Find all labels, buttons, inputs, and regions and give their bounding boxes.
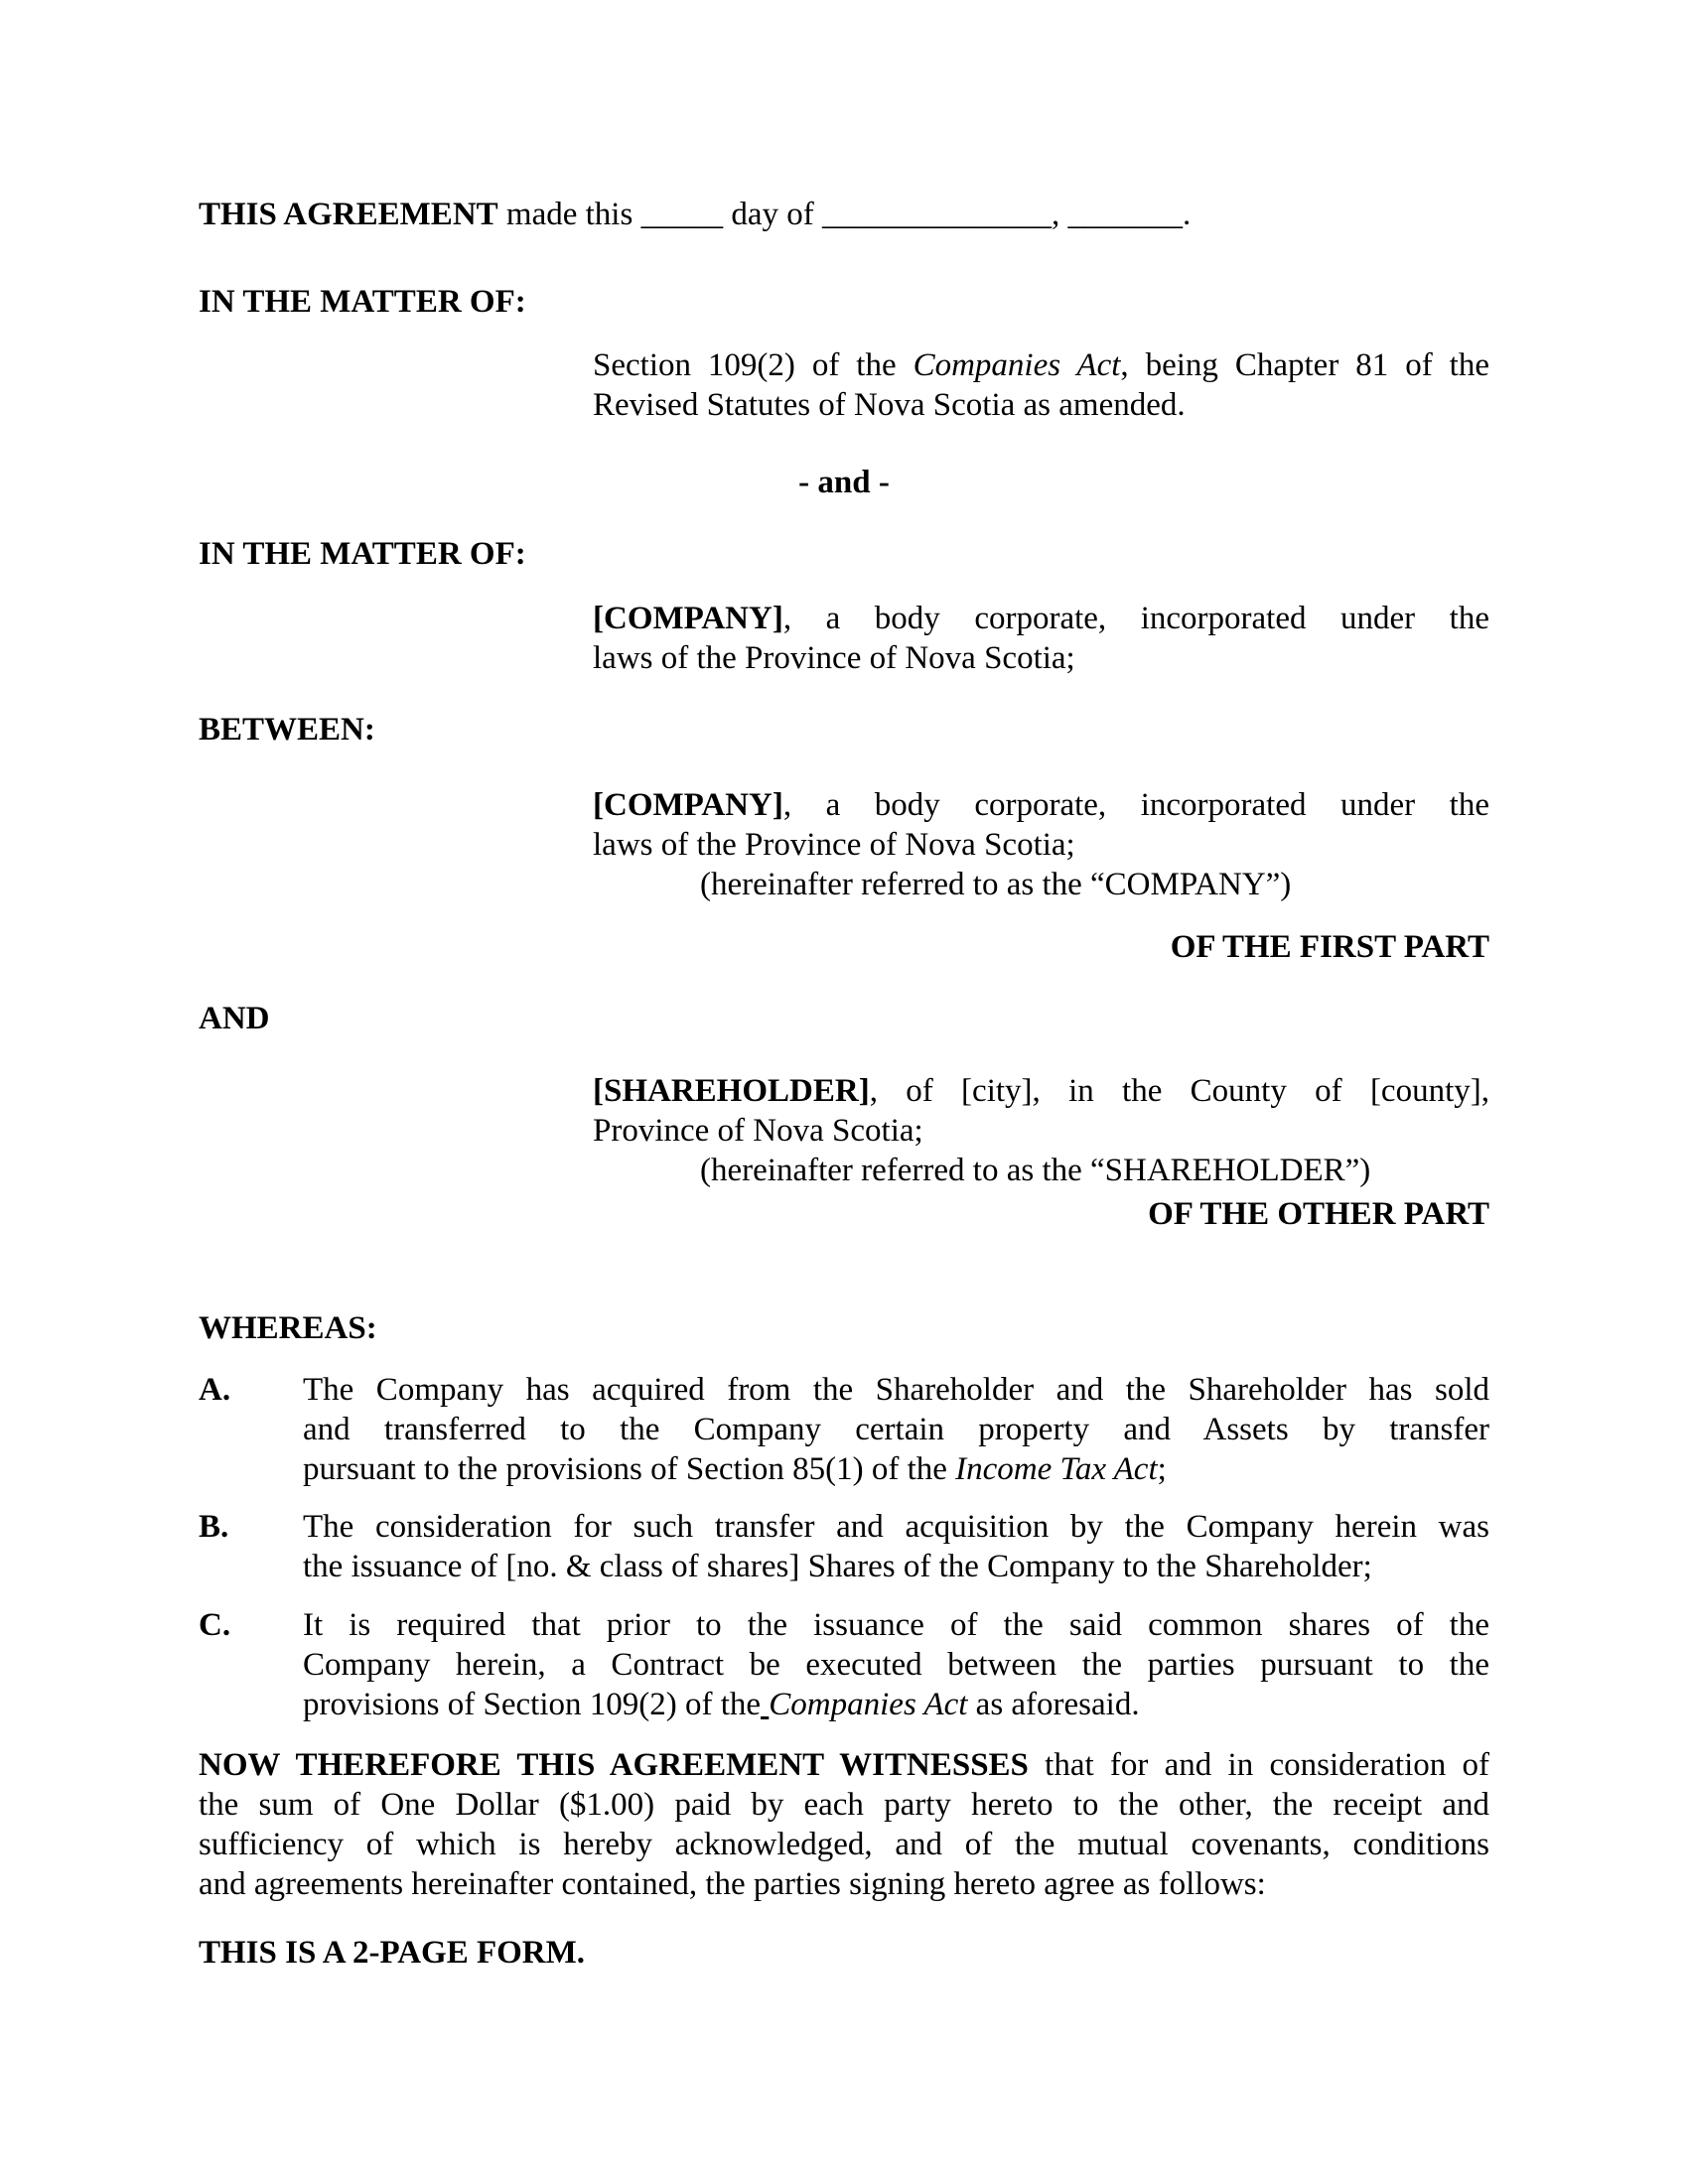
text-line: It is required that prior to the issuance of the said common shares of the — [303, 1607, 1489, 1643]
agreement-title: THIS AGREEMENT — [199, 197, 498, 232]
recital-a-label: A. — [199, 1372, 231, 1408]
two-page-form-note: THIS IS A 2-PAGE FORM. — [199, 1935, 586, 1971]
text-line: NOW THEREFORE THIS AGREEMENT WITNESSES that for and in consideration of — [199, 1747, 1489, 1783]
in-the-matter-heading-2: IN THE MATTER OF: — [199, 536, 526, 572]
recital-c-label: C. — [199, 1607, 231, 1643]
text-line: Company herein, a Contract be executed between the parties pursuant to the — [303, 1647, 1489, 1683]
recital-b-body — [303, 1507, 1489, 1586]
year-blank: _______ — [1067, 197, 1183, 232]
text-line: Revised Statutes of Nova Scotia as amended. — [593, 387, 1186, 423]
date-line-made-this: made this — [497, 197, 641, 232]
date-line-day-of: day of — [723, 197, 822, 232]
date-line-period: . — [1182, 197, 1192, 232]
whereas-heading: WHEREAS: — [199, 1310, 377, 1346]
text-line: the issuance of [no. & class of shares] Shares of the Company to the Shareholder; — [303, 1549, 1372, 1584]
text-line: (hereinafter referred to as the “COMPANY”) — [700, 867, 1292, 902]
text-line: The Company has acquired from the Shareholder and the Shareholder has sold — [303, 1372, 1489, 1408]
text-line: [COMPANY], a body corporate, incorporated under the — [593, 601, 1489, 636]
in-the-matter-heading-1: IN THE MATTER OF: — [199, 284, 526, 320]
text-line: [COMPANY], a body corporate, incorporated under the — [593, 787, 1489, 823]
recital-a — [199, 1370, 1489, 1489]
recital-c-body — [303, 1605, 1489, 1724]
recital-b-label: B. — [199, 1509, 229, 1545]
text-line: (hereinafter referred to as the “SHAREHOLDER”) — [700, 1153, 1371, 1188]
text-line: Section 109(2) of the Companies Act, being Chapter 81 of the — [593, 347, 1489, 383]
day-blank: _____ — [640, 197, 724, 232]
month-blank: ______________ — [821, 197, 1052, 232]
text-line: pursuant to the provisions of Section 85(1) of the Income Tax Act; — [303, 1451, 1167, 1487]
recital-a-body — [303, 1370, 1489, 1489]
text-line: Province of Nova Scotia; — [593, 1113, 923, 1149]
recital-b — [199, 1507, 1489, 1586]
date-line-comma: , — [1051, 197, 1068, 232]
company-description — [593, 599, 1489, 678]
text-line: the sum of One Dollar ($1.00) paid by each party hereto to the other, the receipt and — [199, 1787, 1489, 1823]
and-heading: AND — [199, 1001, 270, 1036]
text-line: The consideration for such transfer and acquisition by the Company herein was — [303, 1509, 1489, 1545]
of-the-first-part-line: OF THE FIRST PART — [1170, 929, 1489, 965]
text-line: laws of the Province of Nova Scotia; — [593, 827, 1075, 863]
text-line: and transferred to the Company certain property and Assets by transfer — [303, 1412, 1489, 1447]
text-line: sufficiency of which is hereby acknowledged, and of the mutual covenants, conditions — [199, 1827, 1489, 1862]
text-line: laws of the Province of Nova Scotia; — [593, 640, 1075, 676]
first-party-description — [593, 785, 1489, 904]
of-the-other-part-line: OF THE OTHER PART — [1148, 1196, 1489, 1232]
between-heading: BETWEEN: — [199, 712, 375, 748]
text-line: provisions of Section 109(2) of the Companies Act as aforesaid. — [303, 1687, 1140, 1722]
second-party-description — [593, 1071, 1489, 1190]
recital-c — [199, 1605, 1489, 1724]
text-line: and agreements hereinafter contained, the parties signing hereto agree as follows: — [199, 1866, 1266, 1902]
text-line: [SHAREHOLDER], of [city], in the County of [county], — [593, 1073, 1489, 1109]
date-line — [199, 195, 1489, 234]
now-therefore-paragraph — [199, 1745, 1489, 1904]
and-separator: - and - — [798, 465, 890, 500]
statute-reference — [593, 345, 1489, 425]
